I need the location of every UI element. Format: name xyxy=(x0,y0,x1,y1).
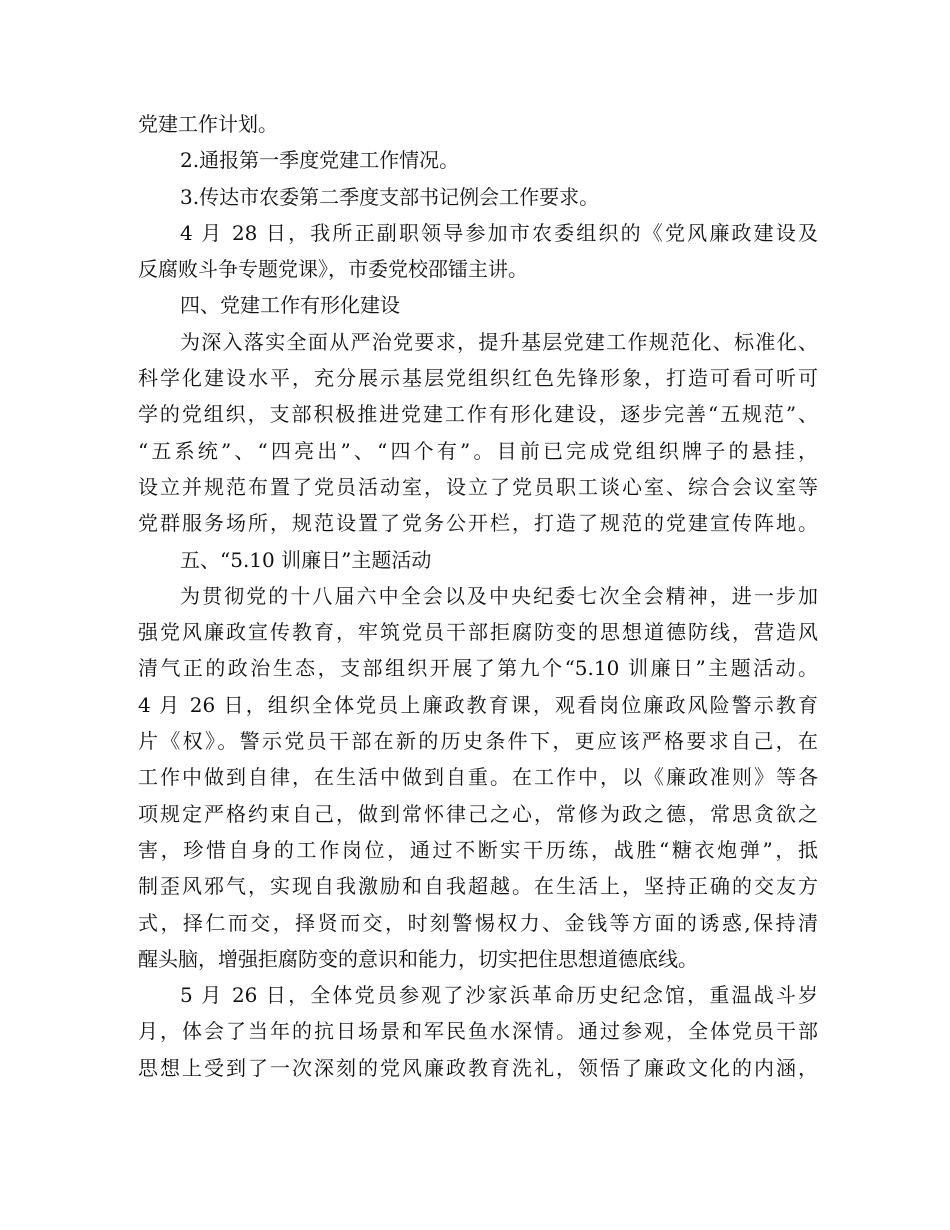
text-line: 思想上受到了一次深刻的党风廉政教育洗礼，领悟了廉政文化的内涵， xyxy=(138,1055,818,1080)
text-line: 清气正的政治生态，支部组织开展了第九个“5.10 训廉日”主题活动。 xyxy=(138,656,818,681)
text-line: 式，择仁而交，择贤而交，时刻警惕权力、金钱等方面的诱惑,保持清 xyxy=(138,910,818,935)
text-line: 科学化建设水平，充分展示基层党组织红色先锋形象，打造可看可听可 xyxy=(138,366,818,391)
text-line: 党群服务场所，规范设置了党务公开栏，打造了规范的党建宣传阵地。 xyxy=(138,511,818,536)
text-line: 设立并规范布置了党员活动室，设立了党员职工谈心室、综合会议室等 xyxy=(138,474,818,499)
text-line: 强党风廉政宣传教育，牢筑党员干部拒腐防变的思想道德防线，营造风 xyxy=(138,620,818,645)
section-heading: 四、党建工作有形化建设 xyxy=(180,293,400,318)
text-line: 学的党组织，支部积极推进党建工作有形化建设，逐步完善“五规范”、 xyxy=(138,402,818,427)
text-line: 党建工作计划。 xyxy=(138,112,278,136)
text-line: 3.传达市农委第二季度支部书记例会工作要求。 xyxy=(180,184,600,209)
document-body xyxy=(138,106,818,1086)
text-line: 5 月 26 日，全体党员参观了沙家浜革命历史纪念馆，重温战斗岁 xyxy=(180,983,818,1008)
text-line: “五系统”、“四亮出”、“四个有”。目前已完成党组织牌子的悬挂， xyxy=(138,438,818,463)
text-line: 4 月 26 日，组织全体党员上廉政教育课，观看岗位廉政风险警示教育 xyxy=(138,692,818,717)
text-line: 制歪风邪气，实现自我激励和自我超越。在生活上，坚持正确的交友方 xyxy=(138,874,818,899)
text-line: 月，体会了当年的抗日场景和军民鱼水深情。通过参观，全体党员干部 xyxy=(138,1019,818,1044)
text-line: 反腐败斗争专题党课》，市委党校邵镭主讲。 xyxy=(138,257,528,282)
text-line: 项规定严格约束自己，做到常怀律己之心，常修为政之德，常思贪欲之 xyxy=(138,801,818,826)
text-line: 2.通报第一季度党建工作情况。 xyxy=(180,148,460,173)
text-line: 害，珍惜自身的工作岗位，通过不断实干历练，战胜“糖衣炮弹”，抵 xyxy=(138,837,818,862)
text-line: 4 月 28 日，我所正副职领导参加市农委组织的《党风廉政建设及 xyxy=(180,220,818,245)
text-line: 片《权》。警示党员干部在新的历史条件下，更应该严格要求自己，在 xyxy=(138,729,818,754)
section-heading: 五、“5.10 训廉日”主题活动 xyxy=(180,547,432,572)
text-line: 工作中做到自律，在生活中做到自重。在工作中，以《廉政准则》等各 xyxy=(138,765,818,790)
text-line: 醒头脑，增强拒腐防变的意识和能力，切实把住思想道德底线。 xyxy=(138,946,698,971)
text-line: 为深入落实全面从严治党要求，提升基层党建工作规范化、标准化、 xyxy=(180,329,818,354)
text-line: 为贯彻党的十八届六中全会以及中央纪委七次全会精神，进一步加 xyxy=(180,583,818,608)
